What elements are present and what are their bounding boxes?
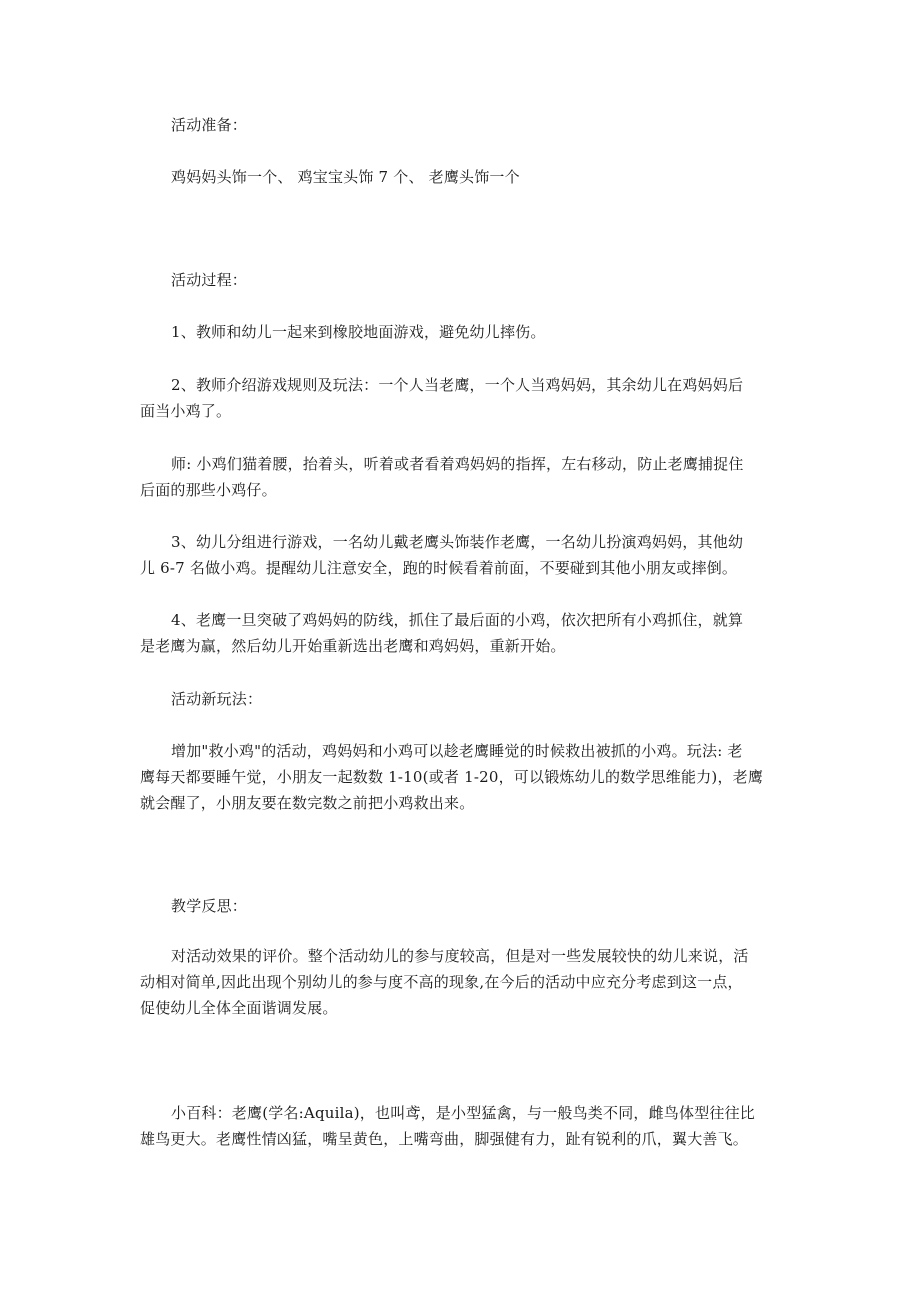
- reflection-line-3: 促使幼儿全体全面谐调发展。: [140, 999, 338, 1017]
- step-1: 1、教师和幼儿一起来到橡胶地面游戏，避免幼儿摔伤。: [171, 323, 546, 341]
- reflection-line-1: 对活动效果的评价。整个活动幼儿的参与度较高，但是对一些发展较快的幼儿来说，活: [171, 947, 749, 965]
- prep-items: 鸡妈妈头饰一个、 鸡宝宝头饰 7 个、 老鹰头饰一个: [171, 168, 520, 186]
- step-4-line-2: 是老鹰为赢，然后幼儿开始重新选出老鹰和鸡妈妈，重新开始。: [140, 637, 566, 655]
- encyclopedia-line-2: 雄鸟更大。老鹰性情凶猛，嘴呈黄色，上嘴弯曲，脚强健有力，趾有锐利的爪，翼大善飞。: [140, 1130, 749, 1148]
- step-3-line-1: 3、幼儿分组进行游戏，一名幼儿戴老鹰头饰装作老鹰，一名幼儿扮演鸡妈妈，其他幼: [171, 533, 744, 551]
- step-4-line-1: 4、老鹰一旦突破了鸡妈妈的防线，抓住了最后面的小鸡，依次把所有小鸡抓住，就算: [171, 611, 744, 629]
- prep-heading: 活动准备：: [171, 116, 248, 134]
- encyclopedia-line-1: 小百科：老鹰(学名:Aquila)，也叫鸢，是小型猛禽，与一般鸟类不同，雌鸟体型往往比: [171, 1104, 755, 1122]
- step-2-line-1: 2、教师介绍游戏规则及玩法：一个人当老鹰，一个人当鸡妈妈，其余幼儿在鸡妈妈后: [171, 376, 744, 394]
- step-3-line-2: 儿 6-7 名做小鸡。提醒幼儿注意安全，跑的时候看着前面，不要碰到其他小朋友或摔倒。: [140, 559, 738, 577]
- reflection-heading: 教学反思：: [171, 897, 248, 915]
- new-play-line-2: 鹰每天都要睡午觉，小朋友一起数数 1-10(或者 1-20，可以锻炼幼儿的数学思维能力)，老鹰: [140, 768, 764, 786]
- step-2-line-2: 面当小鸡了。: [140, 402, 232, 420]
- new-play-line-3: 就会醒了，小朋友要在数完数之前把小鸡救出来。: [140, 794, 475, 812]
- new-play-line-1: 增加"救小鸡"的活动，鸡妈妈和小鸡可以趁老鹰睡觉的时候救出被抓的小鸡。玩法: 老: [171, 742, 743, 760]
- teacher-note-line-1: 师: 小鸡们猫着腰，抬着头，听着或者看着鸡妈妈的指挥，左右移动，防止老鹰捕捉住: [171, 455, 744, 473]
- process-heading: 活动过程：: [171, 271, 248, 289]
- teacher-note-line-2: 后面的那些小鸡仔。: [140, 481, 277, 499]
- reflection-line-2: 动相对简单,因此出现个别幼儿的参与度不高的现象,在今后的活动中应充分考虑到这一点，: [140, 973, 743, 991]
- new-play-heading: 活动新玩法：: [171, 690, 263, 708]
